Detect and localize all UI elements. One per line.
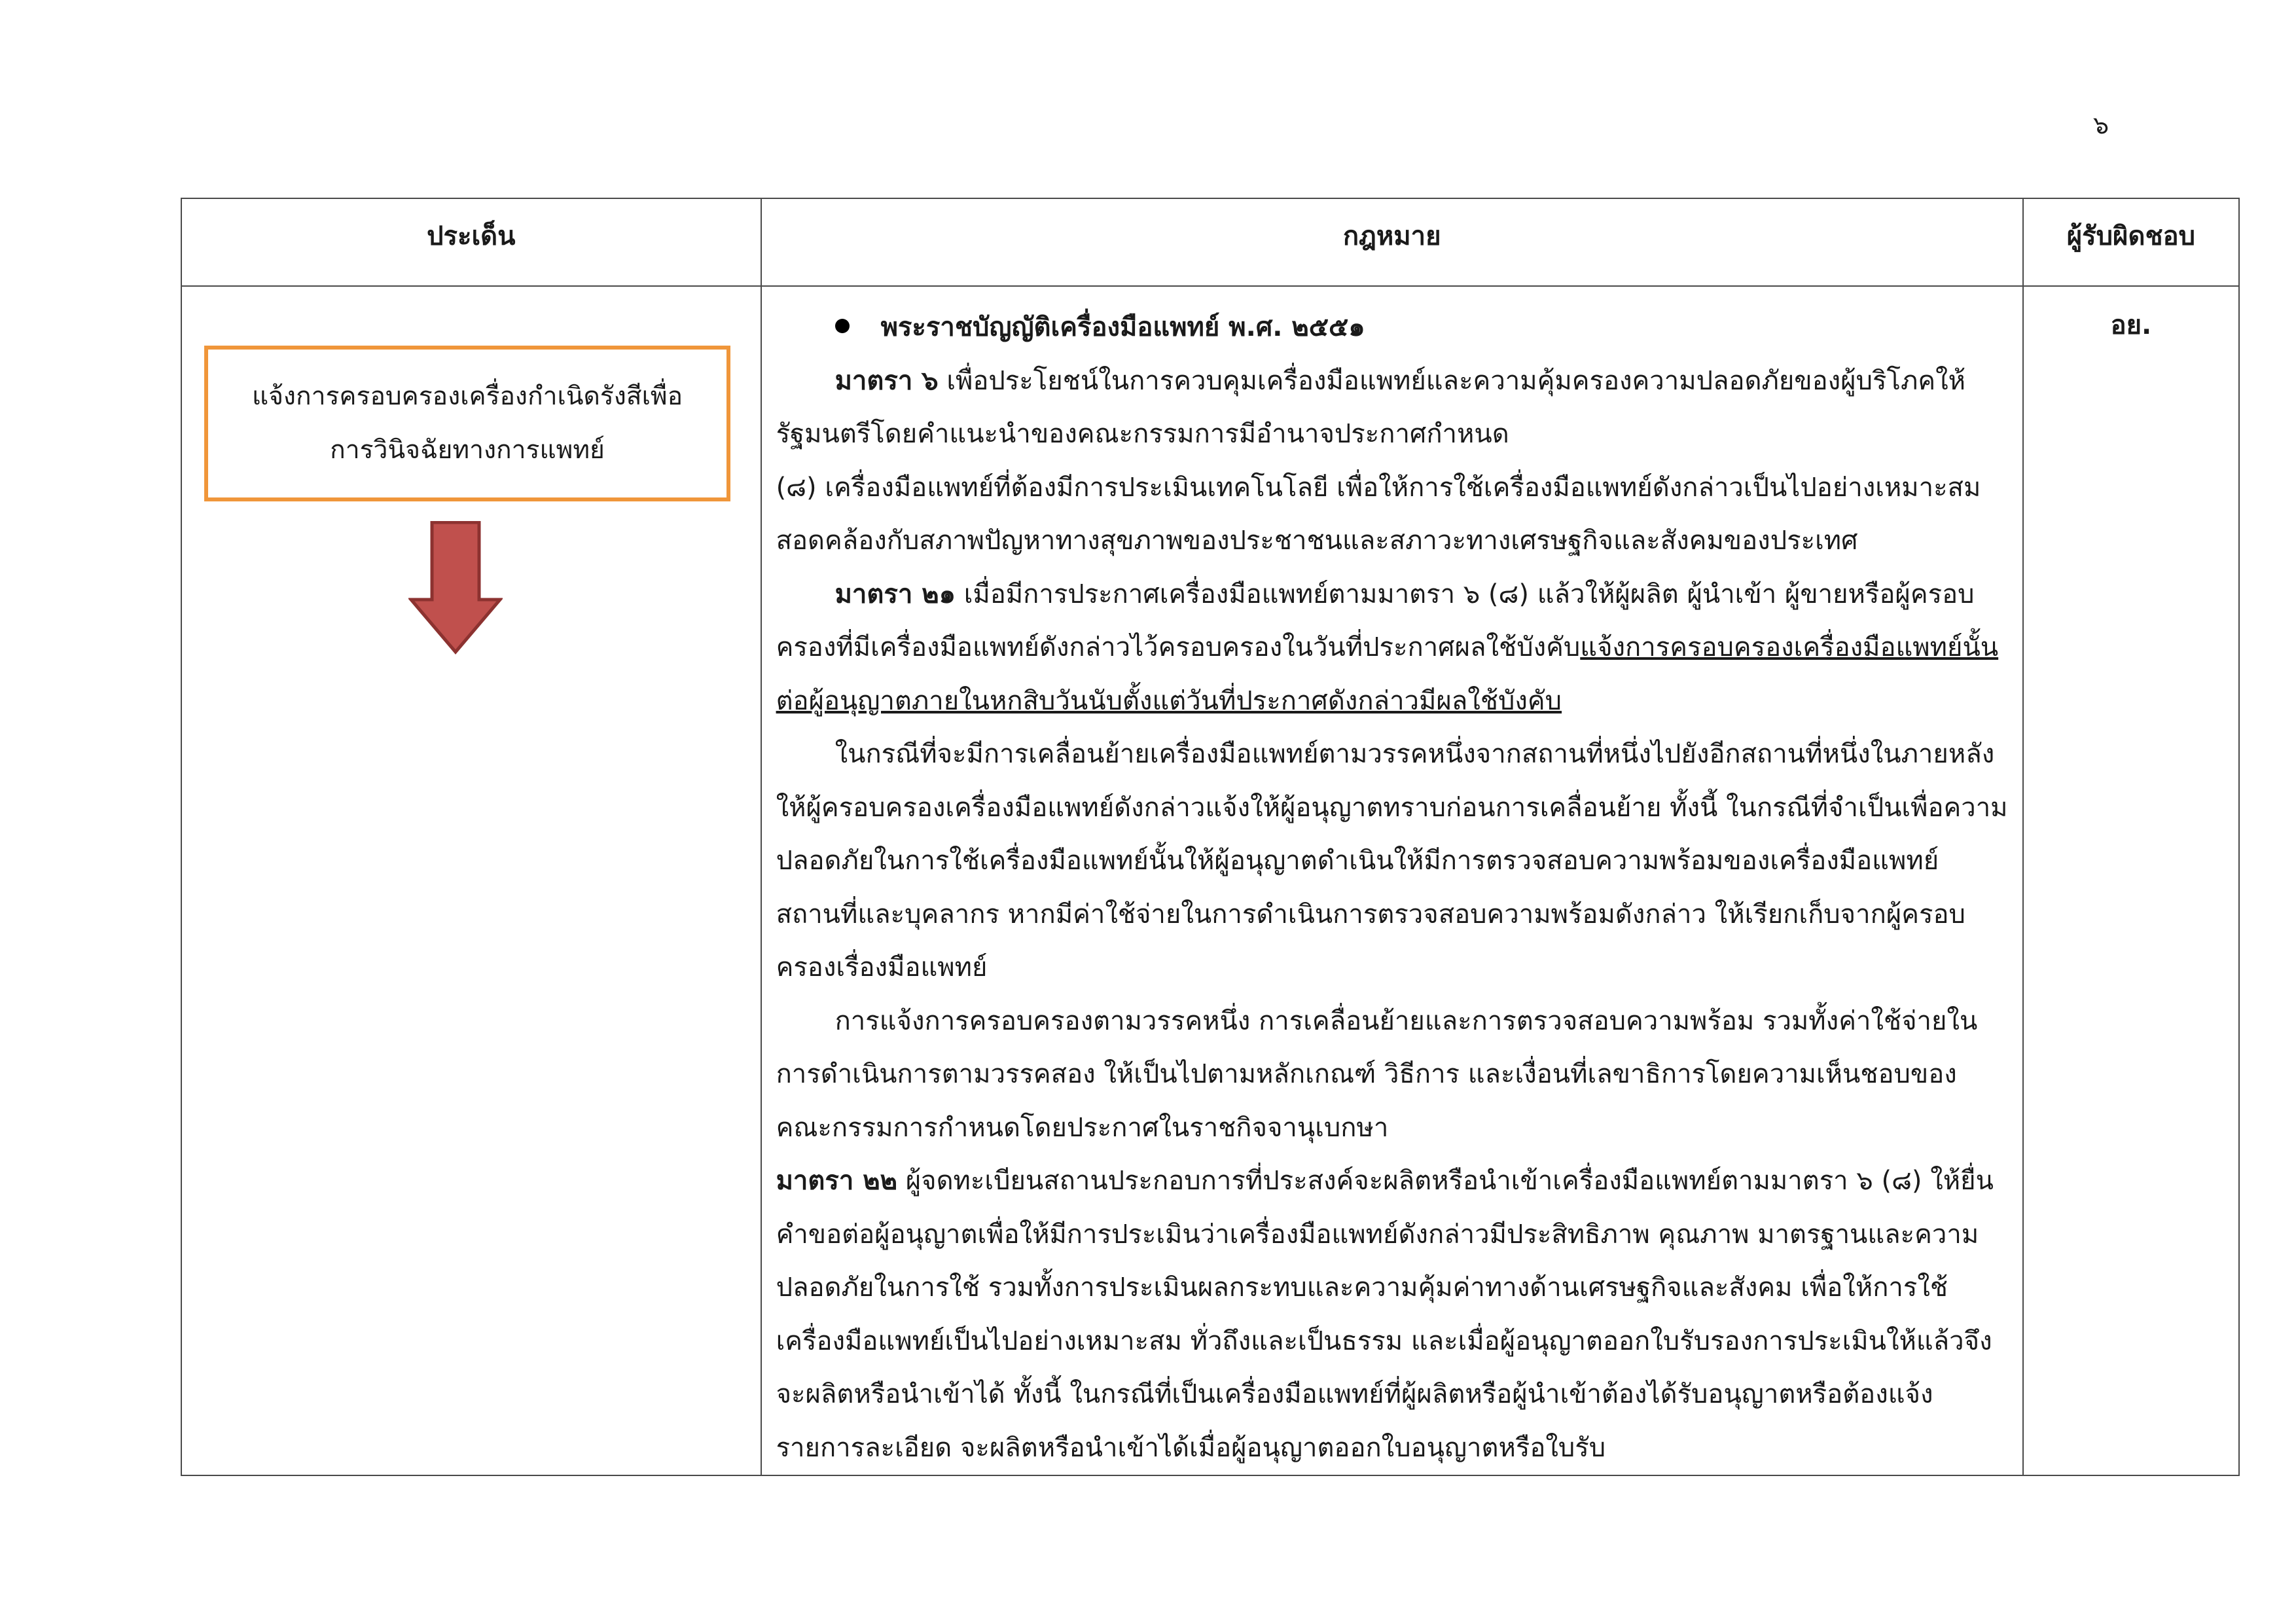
page-number: ๖ xyxy=(2092,111,2109,139)
responsible-cell: อย. xyxy=(2023,286,2239,1475)
table-header-row xyxy=(181,198,2239,286)
law-cell xyxy=(761,286,2023,1475)
section-label: มาตรา ๒๒ xyxy=(776,1166,897,1196)
section-underlined-text: แจ้งการครอบครองเครื่องมือแพทย์นั้นต่อผู้อนุญาตภายในหกสิบวันนับตั้งแต่วันที่ประกาศดังกล่าวมีผลใช้บังคับ xyxy=(776,632,1999,716)
issue-box xyxy=(204,346,730,501)
table-row xyxy=(181,286,2239,1475)
section-21 xyxy=(776,568,2011,729)
act-title xyxy=(776,301,2011,355)
law-table xyxy=(181,198,2240,1476)
section-22 xyxy=(776,1155,2011,1475)
act-title-text: พระราชบัญญัติเครื่องมือแพทย์ พ.ศ. ๒๕๕๑ xyxy=(880,312,1365,342)
section-label: มาตรา ๒๑ xyxy=(834,579,956,609)
header-issue: ประเด็น xyxy=(181,198,761,286)
issue-cell xyxy=(181,286,761,1475)
down-arrow-icon xyxy=(408,521,503,655)
header-law: กฎหมาย xyxy=(761,198,2023,286)
section-6-item-8: (๘) เครื่องมือแพทย์ที่ต้องมีการประเมินเทคโนโลยี เพื่อให้การใช้เครื่องมือแพทย์ดังกล่าวเป็นไปอย่างเหมาะสมสอดคล้องกับสภาพปัญหาทางสุขภาพของประชาชนและสภาวะทางเศรษฐกิจและสังคมของประเทศ xyxy=(776,472,1981,556)
law-text xyxy=(776,301,2011,1475)
section-text: เมื่อมีการประกาศเครื่องมือแพทย์ตามมาตรา ๖ (๘) แล้วให้ผู้ผลิต ผู้นำเข้า ผู้ขายหรือผู้ครอบครองที่มีเครื่องมือแพทย์ดังกล่าวไว้ครอบครองในวันที่ประกาศผลใช้บังคับ xyxy=(776,579,1975,662)
section-text: ผู้จดทะเบียนสถานประกอบการที่ประสงค์จะผลิตหรือนำเข้าเครื่องมือแพทย์ตามมาตรา ๖ (๘) ให้ยื่นคำขอต่อผู้อนุญาตเพื่อให้มีการประเมินว่าเครื่องมือแพทย์ดังกล่าวมีประสิทธิภาพ คุณภาพ มาตรฐานและความปลอดภัยในการใช้ รวมทั้งการประเมินผลกระทบและความคุ้มค่าทางด้านเศรษฐกิจและสังคม เพื่อให้การใช้เครื่องมือแพทย์เป็นไปอย่างเหมาะสม ทั่วถึงและเป็นธรรม และเมื่อผู้อนุญาตออกใบรับรองการประเมินให้แล้วจึงจะผลิตหรือนำเข้าได้ ทั้งนี้ ในกรณีที่เป็นเครื่องมือแพทย์ที่ผู้ผลิตหรือผู้นำเข้าต้องได้รับอนุญาตหรือต้องแจ้งรายการละเอียด จะผลิตหรือนำเข้าได้เมื่อผู้อนุญาตออกใบอนุญาตหรือใบรับ xyxy=(776,1166,1994,1463)
bullet-icon xyxy=(835,319,850,333)
issue-box-text: แจ้งการครอบครองเครื่องกำเนิดรังสีเพื่อการวินิจฉัยทางการแพทย์ xyxy=(251,382,683,465)
section-label: มาตรา ๖ xyxy=(834,365,939,396)
section-text: เพื่อประโยชน์ในการควบคุมเครื่องมือแพทย์และความคุ้มครองความปลอดภัยของผู้บริโภคให้รัฐมนตรีโดยคำแนะนำของคณะกรรมการมีอำนาจประกาศกำหนด xyxy=(776,365,1965,449)
header-responsible: ผู้รับผิดชอบ xyxy=(2023,198,2239,286)
section-21-para-2: ในกรณีที่จะมีการเคลื่อนย้ายเครื่องมือแพทย์ตามวรรคหนึ่งจากสถานที่หนึ่งไปยังอีกสถานที่หนึ่งในภายหลังให้ผู้ครอบครองเครื่องมือแพทย์ดังกล่าวแจ้งให้ผู้อนุญาตทราบก่อนการเคลื่อนย้าย ทั้งนี้ ในกรณีที่จำเป็นเพื่อความปลอดภัยในการใช้เครื่องมือแพทย์นั้นให้ผู้อนุญาตดำเนินให้มีการตรวจสอบความพร้อมของเครื่องมือแพทย์ สถานที่และบุคลากร หากมีค่าใช้จ่ายในการดำเนินการตรวจสอบความพร้อมดังกล่าว ให้เรียกเก็บจากผู้ครอบครองเรื่องมือแพทย์ xyxy=(776,739,2008,983)
section-6 xyxy=(776,355,2011,461)
section-21-para-3: การแจ้งการครอบครองตามวรรคหนึ่ง การเคลื่อนย้ายและการตรวจสอบความพร้อม รวมทั้งค่าใช้จ่ายในการดำเนินการตามวรรคสอง ให้เป็นไปตามหลักเกณฑ์ วิธีการ และเงื่อนที่เลขาธิการโดยความเห็นชอบของคณะกรรมการกำหนดโดยประกาศในราชกิจจานุเบกษา xyxy=(776,1005,1978,1143)
